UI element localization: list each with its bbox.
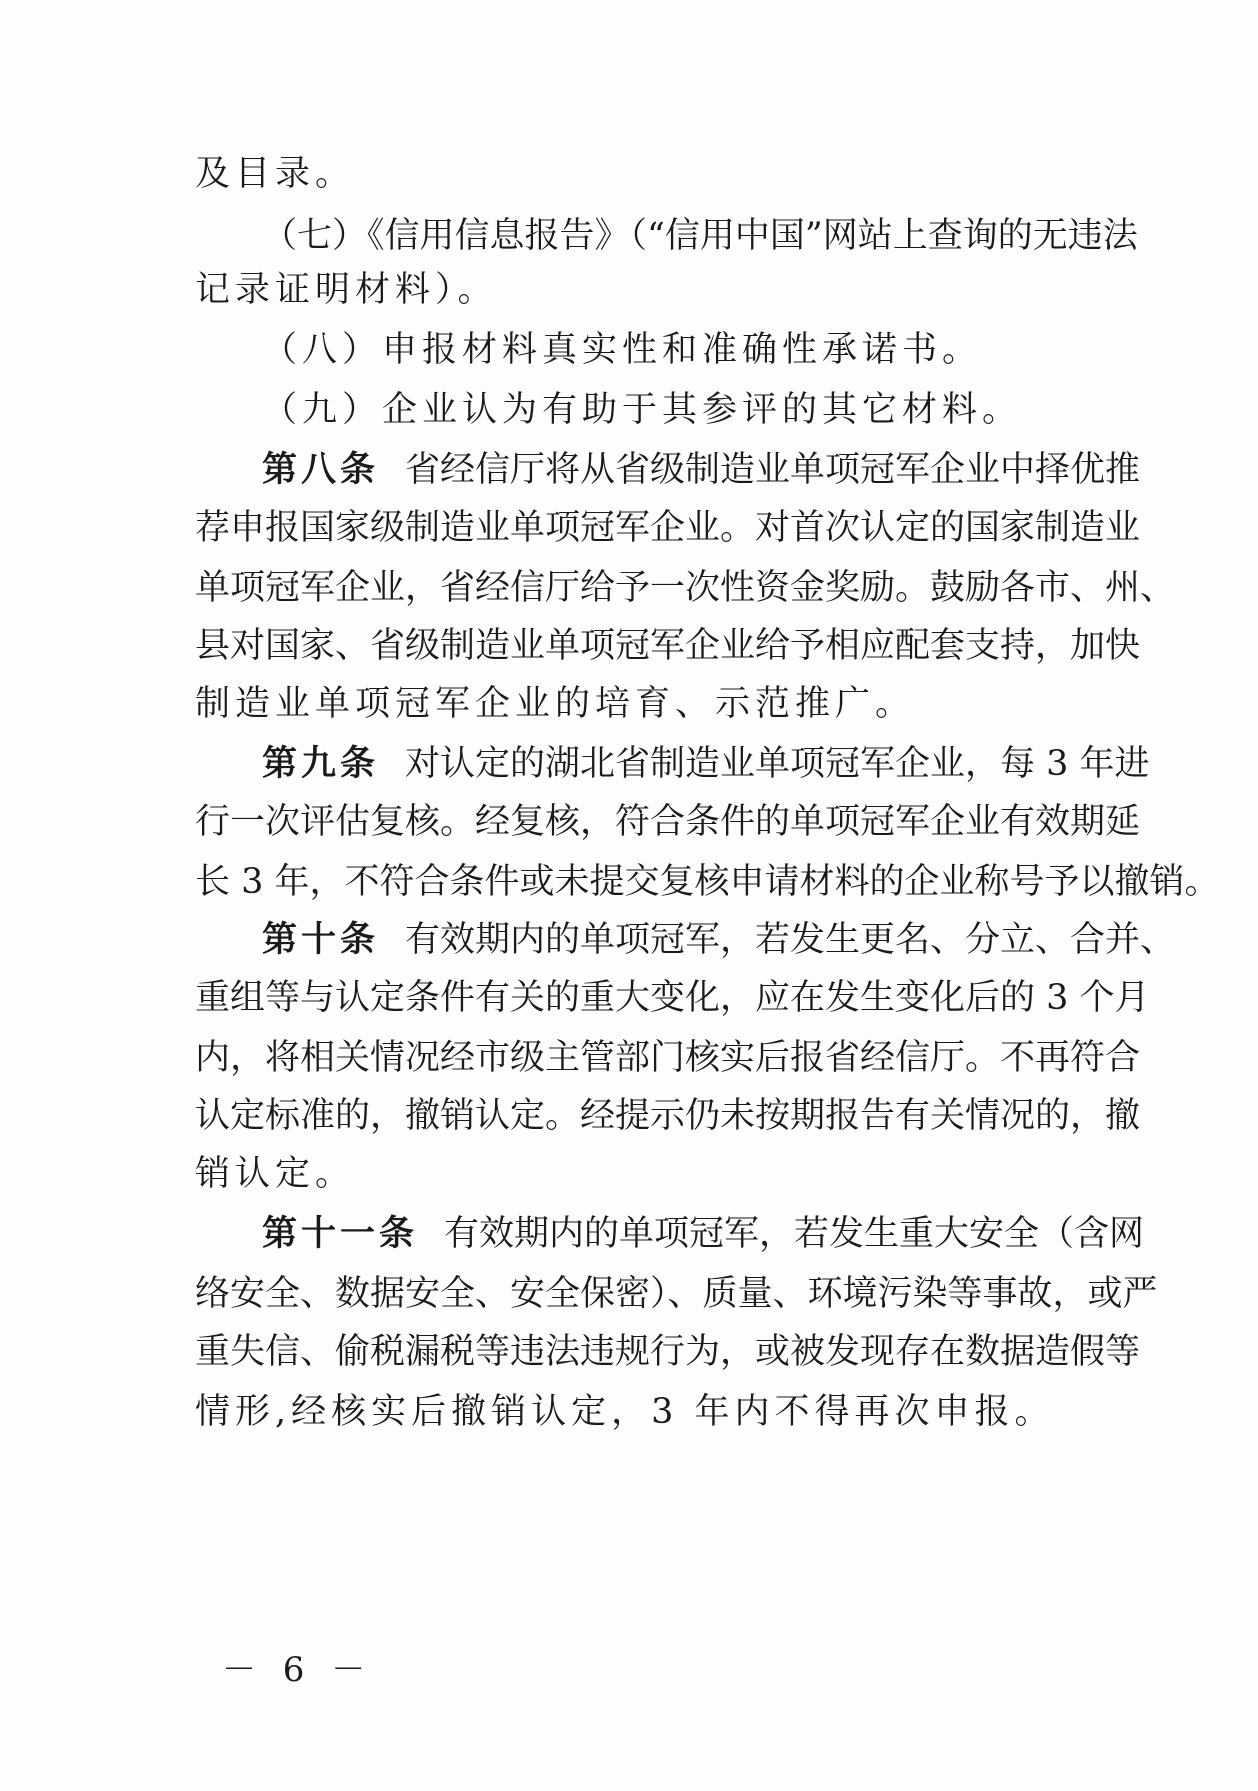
text-line: 认定标准的，撤销认定。经提示仍未按期报告有关情况的，撤 bbox=[195, 1096, 1141, 1136]
text-line: 制造业单项冠军企业的培育、示范推广。 bbox=[195, 684, 916, 724]
text-line: 行一次评估复核。经复核，符合条件的单项冠军企业有效期延 bbox=[195, 802, 1141, 842]
article-heading: 第九条 bbox=[262, 744, 380, 784]
text-line: 单项冠军企业，省经信厅给予一次性资金奖励。鼓励各市、州、 bbox=[195, 568, 1176, 608]
text-line: （九）企业认为有助于其参评的其它材料。 bbox=[262, 390, 1023, 430]
article-10-first-line bbox=[262, 918, 1176, 962]
text-line: （八）申报材料真实性和准确性承诺书。 bbox=[262, 330, 983, 370]
article-text: 有效期内的单项冠军，若发生重大安全（含网 bbox=[444, 1214, 1145, 1254]
article-11-first-line bbox=[262, 1212, 1145, 1256]
article-text: 对认定的湖北省制造业单项冠军企业，每 3 年进 bbox=[405, 744, 1150, 784]
article-9-first-line bbox=[262, 742, 1150, 786]
text-line: （七）《信用信息报告》（“信用中国”网站上查询的无违法 bbox=[262, 216, 1138, 256]
text-line: 荐申报国家级制造业单项冠军企业。对首次认定的国家制造业 bbox=[195, 508, 1141, 548]
text-line: 记录证明材料）。 bbox=[195, 270, 498, 310]
article-heading: 第八条 bbox=[262, 450, 380, 490]
text-line: 长 3 年，不符合条件或未提交复核申请材料的企业称号予以撤销。 bbox=[195, 862, 1220, 902]
article-heading: 第十一条 bbox=[262, 1214, 419, 1254]
article-heading: 第十条 bbox=[262, 920, 380, 960]
text-line: 县对国家、省级制造业单项冠军企业给予相应配套支持，加快 bbox=[195, 626, 1141, 666]
article-text: 有效期内的单项冠军，若发生更名、分立、合并、 bbox=[405, 920, 1176, 960]
text-line: 情形,经核实后撤销认定，3 年内不得再次申报。 bbox=[195, 1392, 1055, 1432]
page-number: － 6 － bbox=[222, 1650, 374, 1690]
article-8-first-line bbox=[262, 448, 1141, 492]
text-line: 内，将相关情况经市级主管部门核实后报省经信厅。不再符合 bbox=[195, 1038, 1141, 1078]
text-line: 重组等与认定条件有关的重大变化，应在发生变化后的 3 个月 bbox=[195, 978, 1150, 1018]
article-text: 省经信厅将从省级制造业单项冠军企业中择优推 bbox=[405, 450, 1141, 490]
text-line: 销认定。 bbox=[195, 1154, 356, 1194]
text-line: 络安全、数据安全、安全保密）、质量、环境污染等事故，或严 bbox=[195, 1274, 1158, 1314]
text-line: 及目录。 bbox=[195, 154, 356, 194]
text-line: 重失信、偷税漏税等违法违规行为，或被发现存在数据造假等 bbox=[195, 1332, 1141, 1372]
